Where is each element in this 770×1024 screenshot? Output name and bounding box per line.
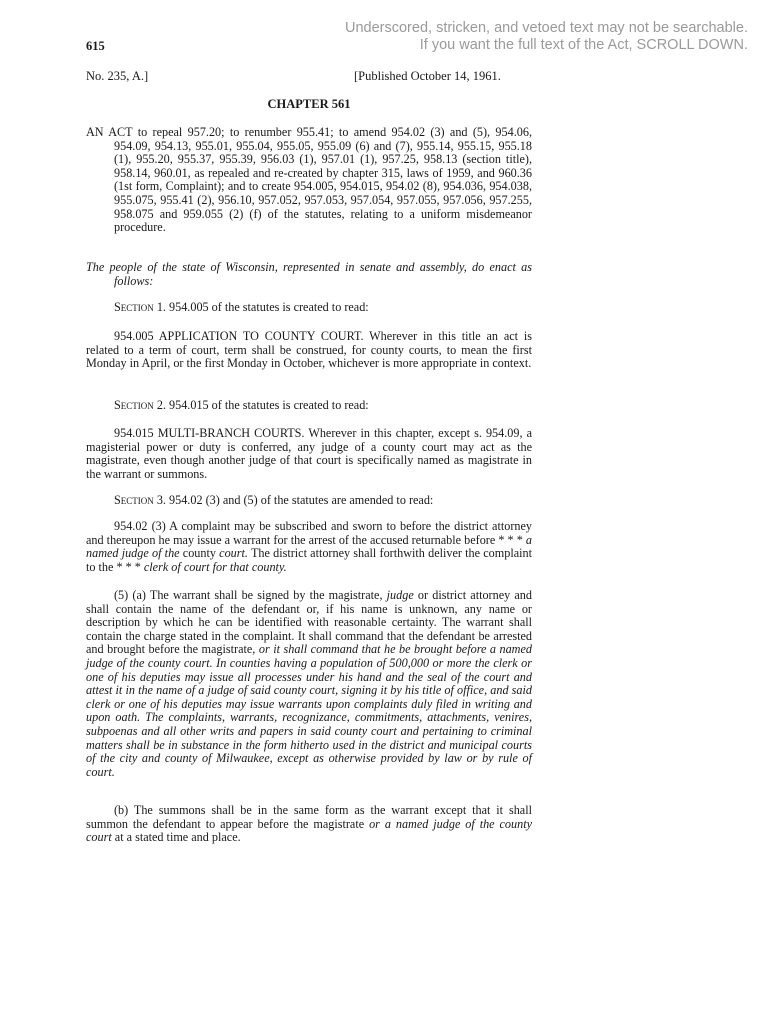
subsection-5a: (5) (a) The warrant shall be signed by the magistrate, judge or district attorney and shall contain the name of the defendant or, if his name is unknown, any name or description by which he can be identified with reasonable certainty. The warrant shall contain the charge stated in the complaint. It shall command that the defendant be arrested and brought before the magistrate, or it shall command that he be brought before a named judge of the county court. In counties having a population of 500,000 or more the clerk or one of his deputies may issue all processes under his hand and the seal of the court and attest it in the name of a judge of said county court, signing it by his title of office, and said clerk or one of his deputies may issue warrants upon complaints duly filed in writing and upon oath. The complaints, warrants, recognizance, commitments, attachments, venires, subpoenas and all other writs and papers in said county court and pertaining to criminal matters shall be in substance in the form hitherto used in the district and municipal courts of the city and county of Milwaukee, except as otherwise provided by law or by rule of court. [86,588,532,779]
published-date: [Published October 14, 1961. [354,69,501,83]
enacting-clause-text: The people of the state of Wisconsin, represented in senate and assembly, do enact as follows: [86,260,532,288]
subsection-5b: (b) The summons shall be in the same form as the warrant except that it shall summon the defendant to appear before the magistrate or a named judge of the county court at a stated time and place. [86,803,532,845]
section-2-heading: Section 2. 954.015 of the statutes is created to read: [114,398,369,412]
subsection-3: 954.02 (3) A complaint may be subscribed and sworn to before the district attorney and thereupon he may issue a warrant for the arrest of the accused returnable before * * * a named judge of the county court. The district attorney shall forthwith deliver the complaint to the * * * clerk of court for that county. [86,519,532,574]
act-title-text: AN ACT to repeal 957.20; to renumber 955.41; to amend 954.02 (3) and (5), 954.06, 954.09, 954.13, 955.01, 955.04, 955.05, 955.09 (6) and (7), 955.14, 955.15, 955.18 (1), 955.20, 955.37, 955.39, 956.03 (1), 957.01 (1), 957.25, 958.13 (section title), 958.14, 960.01, as repealed and re-created by chapter 315, laws of 1959, and 960.36 (1st form, Complaint); and to create 954.005, 954.015, 954.02 (8), 954.036, 954.038, 955.075, 955.41 (2), 956.10, 957.052, 957.053, 957.054, 957.055, 957.056, 957.255, 958.075 and 959.055 (2) (f) of the statutes, relating to a uniform misdemeanor procedure. [86,125,532,235]
section-3-heading: Section 3. 954.02 (3) and (5) of the statutes are amended to read: [114,493,434,507]
section-2 [86,399,532,413]
enacting-clause [86,261,532,288]
search-notice-line2: If you want the full text of the Act, SCROLL DOWN. [419,37,748,53]
section-3 [86,494,532,508]
search-notice-line1: Underscored, stricken, and vetoed text may not be searchable. [345,20,748,36]
section-1-body: 954.005 APPLICATION TO COUNTY COURT. Wherever in this title an act is related to a term of court, term shall be construed, for county courts, to mean the first Monday in April, or the first Monday in October, whichever is more appropriate in context. [86,329,532,371]
act-title [86,126,532,235]
page-number: 615 [86,39,105,53]
section-1 [86,301,532,315]
chapter-title: CHAPTER 561 [267,97,351,111]
section-1-heading: Section 1. 954.005 of the statutes is created to read: [114,300,369,314]
bill-number: No. 235, A.] [86,69,149,83]
section-2-body: 954.015 MULTI-BRANCH COURTS. Wherever in this chapter, except s. 954.09, a magisterial power or duty is conferred, any judge of a county court may act as the magistrate, even though another judge of that court is specifically named as magistrate in the warrant or summons. [86,426,532,481]
